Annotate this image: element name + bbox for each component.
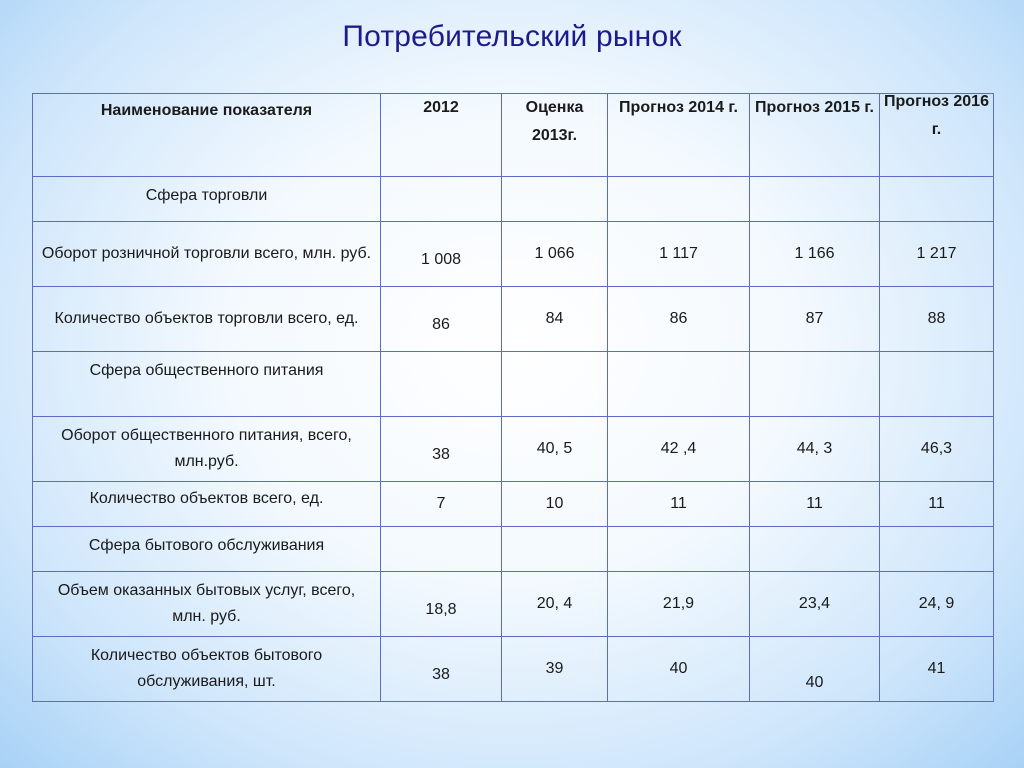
- cell-value: 1 008: [420, 251, 462, 268]
- header-forecast-2014: Прогноз 2014 г.: [608, 94, 750, 177]
- table-cell: 42 ,4: [608, 417, 750, 482]
- header-forecast-2015: Прогноз 2015 г.: [750, 94, 880, 177]
- table-cell: [502, 527, 608, 572]
- table-cell: 88: [880, 287, 994, 352]
- table-cell: 11: [880, 482, 994, 527]
- table-cell: 84: [502, 287, 608, 352]
- table-cell: 40: [608, 637, 750, 702]
- table-row: [33, 222, 994, 287]
- table-cell: [381, 572, 502, 637]
- row-label: Оборот общественного питания, всего, млн.руб.: [33, 417, 381, 482]
- table-cell: [880, 527, 994, 572]
- header-indicator-name: Наименование показателя: [33, 94, 381, 177]
- cell-value: 18,8: [425, 601, 457, 618]
- table-cell: 1 166: [750, 222, 880, 287]
- row-label: [33, 482, 381, 527]
- table-row: [33, 637, 994, 702]
- table-cell: 11: [608, 482, 750, 527]
- table-cell: 86: [608, 287, 750, 352]
- table-cell: 7: [381, 482, 502, 527]
- row-label: Сфера бытового обслуживания: [33, 527, 381, 572]
- table-cell: 11: [750, 482, 880, 527]
- table-cell: 10: [502, 482, 608, 527]
- table-cell: [381, 527, 502, 572]
- cell-value: 40: [805, 674, 824, 691]
- header-estimate-2013: Оценка 2013г.: [502, 94, 608, 177]
- table-cell: 24, 9: [880, 572, 994, 637]
- table-cell: [381, 177, 502, 222]
- table-cell: [608, 177, 750, 222]
- row-label: Сфера торговли: [33, 177, 381, 222]
- table-row: [33, 352, 994, 417]
- table-cell: [750, 637, 880, 702]
- table-cell: [381, 352, 502, 417]
- table-cell: [880, 177, 994, 222]
- slide-title: Потребительский рынок: [342, 20, 682, 53]
- header-2012: 2012: [381, 94, 502, 177]
- table-row: [33, 572, 994, 637]
- table-cell: 1 117: [608, 222, 750, 287]
- table-cell: 1 066: [502, 222, 608, 287]
- table-cell: [608, 527, 750, 572]
- table-cell: 41: [880, 637, 994, 702]
- table-cell: [608, 352, 750, 417]
- row-label: Количество объектов бытового обслуживания, шт.: [33, 637, 381, 702]
- consumer-market-table: [32, 93, 994, 702]
- row-label: Сфера общественного питания: [33, 352, 381, 417]
- table-row: [33, 417, 994, 482]
- cell-value: 38: [432, 446, 450, 463]
- table-cell: [502, 177, 608, 222]
- table-cell: [381, 287, 502, 352]
- table-row: [33, 177, 994, 222]
- header-row: [33, 94, 994, 177]
- table-cell: [750, 177, 880, 222]
- cell-value: 38: [432, 666, 450, 683]
- table-cell: [502, 352, 608, 417]
- table-cell: 40, 5: [502, 417, 608, 482]
- row-label: Количество объектов торговли всего, ед.: [33, 287, 381, 352]
- table-cell: 21,9: [608, 572, 750, 637]
- table-cell: [750, 527, 880, 572]
- table-cell: [880, 352, 994, 417]
- table-row: [33, 527, 994, 572]
- table-cell: [381, 222, 502, 287]
- table-cell: 39: [502, 637, 608, 702]
- header-forecast-2016: Прогноз 2016 г.: [880, 88, 994, 171]
- cell-value: 86: [432, 316, 450, 333]
- table-row: [33, 482, 994, 527]
- row-label: Оборот розничной торговли всего, млн. руб.: [33, 222, 381, 287]
- table-cell: 46,3: [880, 417, 994, 482]
- table-row: [33, 287, 994, 352]
- table-cell: [750, 352, 880, 417]
- table-cell: 1 217: [880, 222, 994, 287]
- table-cell: 23,4: [750, 572, 880, 637]
- table-cell: 87: [750, 287, 880, 352]
- table-cell: 44, 3: [750, 417, 880, 482]
- table-cell: [381, 637, 502, 702]
- table-cell: [381, 417, 502, 482]
- row-label-text: Количество объектов всего, ед.: [89, 490, 324, 507]
- row-label: Объем оказанных бытовых услуг, всего, млн. руб.: [33, 572, 381, 637]
- table-cell: 20, 4: [502, 572, 608, 637]
